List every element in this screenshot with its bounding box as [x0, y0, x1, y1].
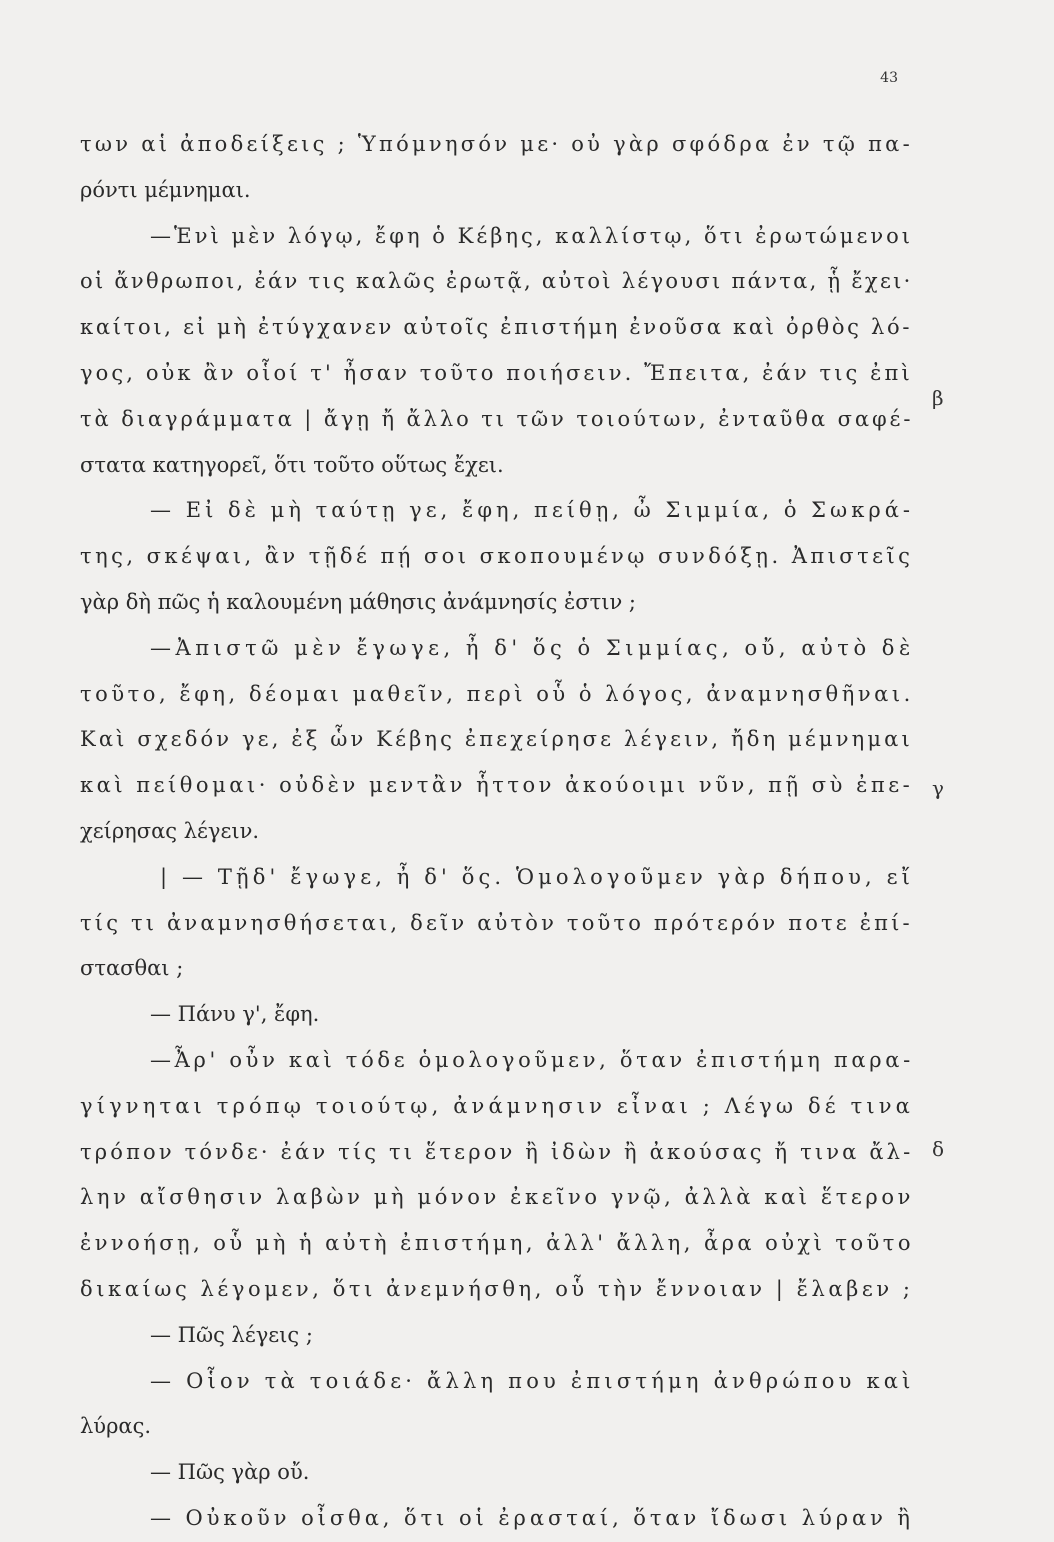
text-line: — Πῶς λέγεις ;: [150, 1322, 313, 1347]
text-line: Καὶ σχεδόν γε, ἐξ ὧν Κέβης ἐπεχείρησε λέγειν, ἤδη μέμνημαι: [80, 727, 913, 752]
text-line: τοῦτο, ἔφη, δέομαι μαθεῖν, περὶ οὗ ὁ λόγος, ἀναμνησθῆναι.: [80, 681, 914, 706]
text-line: καὶ πείθομαι· οὐδὲν μεντἂν ἧττον ἀκούοιμι νῦν, πῇ σὺ ἐπε-: [80, 773, 914, 798]
text-line: οἱ ἄνθρωποι, ἐάν τις καλῶς ἐρωτᾷ, αὐτοὶ λέγουσι πάντα, ᾗ ἔχει·: [80, 269, 913, 294]
text-line: τίς τι ἀναμνησθήσεται, δεῖν αὐτὸν τοῦτο πρότερόν ποτε ἐπί-: [80, 910, 913, 935]
margin-letter-delta: δ: [932, 1137, 945, 1161]
text-line: στασθαι ;: [80, 956, 184, 981]
text-line: λύρας.: [80, 1414, 152, 1439]
text-line: | — Τῇδ' ἔγωγε, ἦ δ' ὅς. Ὁμολογοῦμεν γὰρ δήπου, εἴ: [160, 864, 914, 889]
text-line: λην αἴσθησιν λαβὼν μὴ μόνον ἐκεῖνο γνῷ, ἀλλὰ καὶ ἕτερον: [80, 1185, 914, 1210]
text-line: δικαίως λέγομεν, ὅτι ἀνεμνήσθη, οὗ τὴν ἔννοιαν | ἔλαβεν ;: [80, 1276, 914, 1301]
text-line: — Πάνυ γ', ἔφη.: [150, 1002, 320, 1027]
text-line: γίγνηται τρόπῳ τοιούτῳ, ἀνάμνησιν εἶναι ; Λέγω δέ τινα: [80, 1093, 914, 1118]
text-line: γος, οὐκ ἂν οἷοί τ' ἦσαν τοῦτο ποιήσειν. Ἔπειτα, ἐάν τις ἐπὶ: [80, 360, 913, 385]
text-block: [80, 122, 915, 1542]
text-line: τρόπον τόνδε· ἐάν τίς τι ἕτερον ἢ ἰδὼν ἢ ἀκούσας ἤ τινα ἄλ-: [80, 1139, 914, 1164]
text-line: γὰρ δὴ πῶς ἡ καλουμένη μάθησις ἀνάμνησίς ἐστιν ;: [80, 589, 637, 614]
margin-letter-gamma: γ: [932, 776, 944, 800]
text-line: της, σκέψαι, ἂν τῇδέ πῄ σοι σκοπουμένῳ συνδόξῃ. Ἀπιστεῖς: [80, 544, 914, 569]
text-line: των αἱ ἀποδείξεις ; Ὑπόμνησόν με· οὐ γὰρ σφόδρα ἐν τῷ πα-: [80, 132, 913, 156]
text-line: — Οἷον τὰ τοιάδε· ἄλλη που ἐπιστήμη ἀνθρώπου καὶ: [150, 1368, 915, 1393]
text-line: ἐννοήσῃ, οὗ μὴ ἡ αὐτὴ ἐπιστήμη, ἀλλ' ἄλλη, ἆρα οὐχὶ τοῦτο: [80, 1231, 914, 1256]
text-line: ρόντι μέμνημαι.: [80, 177, 251, 202]
text-line: — Πῶς γὰρ οὔ.: [150, 1460, 310, 1485]
text-line: — Οὐκοῦν οἶσθα, ὅτι οἱ ἐρασταί, ὅταν ἴδωσι λύραν ἢ: [150, 1505, 914, 1530]
text-line: χείρησας λέγειν.: [80, 818, 260, 843]
text-line: στατα κατηγορεῖ, ὅτι τοῦτο οὕτως ἔχει.: [80, 452, 504, 477]
text-line: καίτοι, εἰ μὴ ἐτύγχανεν αὐτοῖς ἐπιστήμη ἐνοῦσα καὶ ὀρθὸς λό-: [80, 315, 913, 340]
text-line: —Ἆρ' οὖν καὶ τόδε ὁμολογοῦμεν, ὅταν ἐπιστήμη παρα-: [150, 1047, 914, 1072]
text-line: —Ἑνὶ μὲν λόγῳ, ἔφη ὁ Κέβης, καλλίστῳ, ὅτι ἐρωτώμενοι: [150, 223, 914, 248]
margin-letter-beta: β: [932, 386, 944, 410]
text-line: τὰ διαγράμματα | ἄγῃ ἤ ἄλλο τι τῶν τοιούτων, ἐνταῦθα σαφέ-: [80, 406, 914, 431]
page-number: 43: [880, 70, 898, 86]
text-line: — Εἰ δὲ μὴ ταύτῃ γε, ἔφη, πείθῃ, ὦ Σιμμία, ὁ Σωκρά-: [150, 498, 915, 523]
text-line: —Ἀπιστῶ μὲν ἔγωγε, ἦ δ' ὅς ὁ Σιμμίας, οὔ, αὐτὸ δὲ: [150, 635, 915, 660]
